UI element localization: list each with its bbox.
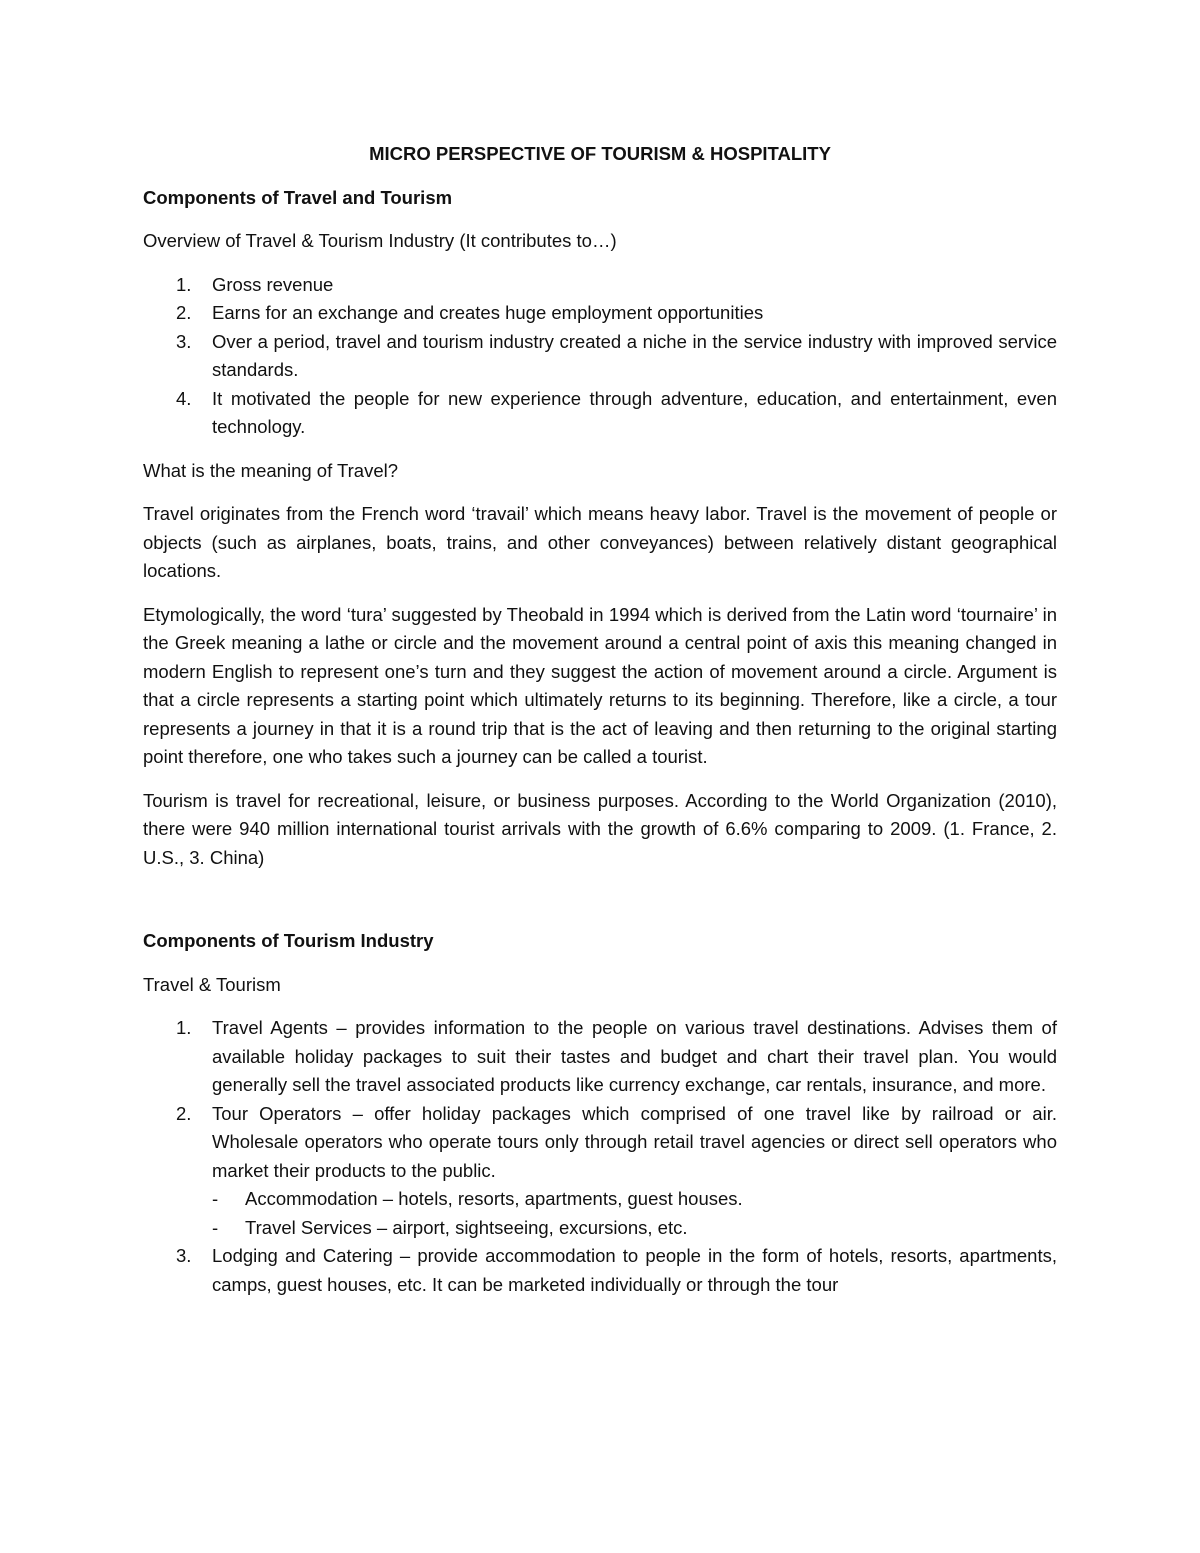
list-number: 4. (176, 387, 192, 409)
dash-bullet: - (212, 1216, 219, 1238)
travel-tourism-subheading: Travel & Tourism (143, 973, 281, 995)
sublist-item-text: Accommodation – hotels, resorts, apartments, guest houses. (245, 1188, 743, 1209)
list-item-text: Lodging and Catering – provide accommodation to people in the form of hotels, resorts, apartments, camps, guest houses, etc. It can be marketed individually or through the tour (212, 1245, 1057, 1295)
sublist-item-text: Travel Services – airport, sightseeing, excursions, etc. (245, 1216, 688, 1238)
list-number: 1. (176, 1017, 192, 1038)
travel-definition-paragraph: Travel originates from the French word ‘travail’ which means heavy labor. Travel is the movement of people or objects (such as airplanes, boats, trains, and other conveyances) between relatively distant geographical locations. (143, 503, 1057, 581)
list-item (143, 385, 1057, 442)
tour-operator-sublist (212, 1185, 1057, 1242)
list-number: 2. (176, 302, 192, 323)
sublist-item (212, 1185, 1057, 1214)
tourism-paragraph: Tourism is travel for recreational, leisure, or business purposes. According to the World Organization (2010), there were 940 million international tourist arrivals with the growth of 6.6% comparing to 2009. (1. France, 2. U.S., 3. China) (143, 789, 1057, 868)
section-heading-tourism-industry: Components of Tourism Industry (143, 930, 434, 951)
list-item-text: It motivated the people for new experience through adventure, education, and entertainment, even technology. (212, 387, 1057, 437)
section-heading-travel-tourism: Components of Travel and Tourism (143, 186, 453, 208)
list-item (143, 1100, 1057, 1243)
list-number: 1. (176, 273, 192, 295)
contributions-list (143, 271, 1057, 442)
list-number: 2. (176, 1102, 192, 1124)
list-number: 3. (176, 1245, 192, 1266)
document-page (143, 140, 1057, 1314)
etymology-paragraph: Etymologically, the word ‘tura’ suggested by Theobald in 1994 which is derived from the Latin word ‘tournaire’ in the Greek meaning a lathe or circle and the movement around a central point of axis this meaning changed in modern English to represent one’s turn and they suggest the action of movement around a circle. Argument is that a circle represents a starting point which ultimately returns to its beginning. Therefore, like a circle, a tour represents a journey in that it is a round trip that is the act of leaving and then returning to the original starting point therefore, one who takes such a journey can be called a tourist. (143, 603, 1057, 767)
list-item-text: Gross revenue (212, 273, 334, 295)
dash-bullet: - (212, 1188, 219, 1209)
list-item-text: Over a period, travel and tourism industry created a niche in the service industry with improved service standards. (212, 330, 1057, 380)
overview-intro: Overview of Travel & Tourism Industry (It contributes to…) (143, 230, 617, 251)
list-number: 3. (176, 330, 192, 352)
list-item (143, 1014, 1057, 1100)
list-item (143, 328, 1057, 385)
list-item (143, 299, 1057, 328)
list-item (143, 271, 1057, 300)
industry-components-list (143, 1014, 1057, 1299)
list-item-text: Travel Agents – provides information to the people on various travel destinations. Advises them of available holiday packages to suit their tastes and budget and chart their travel plan. You would generally sell the travel associated products like currency exchange, car rentals, insurance, and more. (212, 1017, 1057, 1095)
list-item (143, 1242, 1057, 1299)
travel-meaning-question: What is the meaning of Travel? (143, 459, 399, 481)
document-title: MICRO PERSPECTIVE OF TOURISM & HOSPITALITY (369, 143, 831, 164)
section-spacer (143, 887, 1057, 927)
list-item-text: Tour Operators – offer holiday packages which comprised of one travel like by railroad or air. Wholesale operators who operate tours only through retail travel agencies or direct sell operators who market their products to the public. (212, 1102, 1057, 1181)
sublist-item (212, 1214, 1057, 1243)
list-item-text: Earns for an exchange and creates huge employment opportunities (212, 302, 764, 323)
